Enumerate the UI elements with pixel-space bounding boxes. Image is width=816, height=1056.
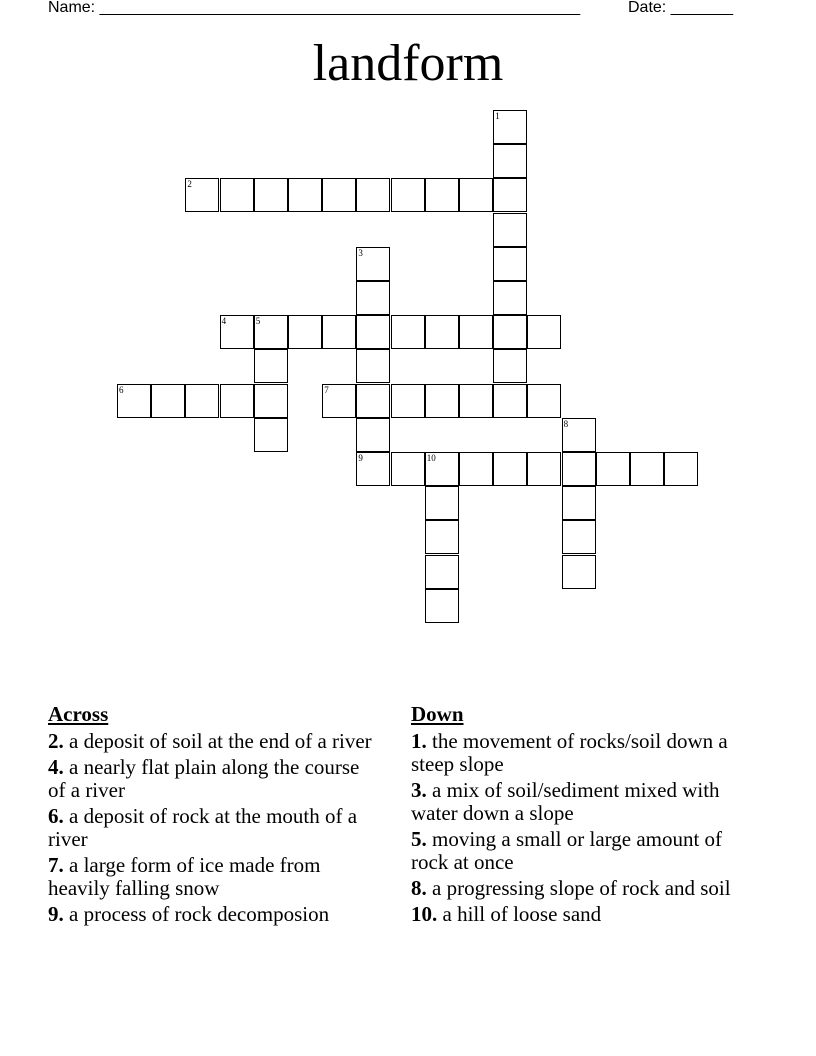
crossword-cell[interactable] — [527, 315, 561, 349]
clue-across-4 — [48, 756, 378, 802]
clue-number: 5. — [411, 827, 427, 851]
crossword-cell[interactable] — [288, 178, 322, 212]
clue-number: 9. — [48, 902, 64, 926]
clue-down-5 — [411, 828, 741, 874]
crossword-cell[interactable] — [459, 452, 493, 486]
crossword-cell[interactable] — [356, 281, 390, 315]
clue-number: 4. — [48, 755, 64, 779]
cell-number: 4 — [221, 316, 227, 327]
clue-number: 10. — [411, 902, 438, 926]
clue-text: a deposit of soil at the end of a river — [63, 729, 372, 753]
crossword-cell[interactable] — [562, 452, 596, 486]
cell-number: 7 — [324, 384, 329, 395]
crossword-cell[interactable] — [356, 418, 390, 452]
clue-text: a deposit of rock at the mouth of a river — [48, 804, 358, 851]
page-title: landform — [312, 35, 504, 92]
clue-across-7 — [48, 854, 378, 900]
crossword-cell[interactable] — [425, 486, 459, 520]
crossword-cell[interactable] — [493, 213, 527, 247]
clue-down-8 — [411, 877, 741, 900]
cell-number: 10 — [426, 453, 436, 463]
clue-text: a progressing slope of rock and soil — [426, 876, 731, 900]
crossword-cell[interactable] — [459, 178, 493, 212]
crossword-cell[interactable] — [562, 418, 596, 452]
crossword-cell[interactable] — [254, 418, 288, 452]
crossword-cell[interactable] — [391, 452, 425, 486]
crossword-cell[interactable] — [117, 384, 151, 418]
crossword-cell[interactable] — [562, 555, 596, 589]
crossword-cell[interactable] — [493, 178, 527, 212]
crossword-cell[interactable] — [185, 384, 219, 418]
crossword-cell[interactable] — [391, 384, 425, 418]
crossword-cell[interactable] — [425, 589, 459, 623]
clue-number: 6. — [48, 804, 64, 828]
crossword-cell[interactable] — [493, 281, 527, 315]
crossword-cell[interactable] — [322, 384, 356, 418]
clue-text: moving a small or large amount of rock at once — [411, 827, 723, 874]
clue-number: 7. — [48, 853, 64, 877]
cell-number: 1 — [495, 111, 500, 121]
crossword-cell[interactable] — [356, 315, 390, 349]
crossword-cell[interactable] — [254, 315, 288, 349]
clue-across-9 — [48, 903, 378, 926]
cell-number: 2 — [187, 179, 192, 190]
crossword-cell[interactable] — [425, 555, 459, 589]
clue-number: 3. — [411, 778, 427, 802]
down-heading: Down — [411, 702, 464, 726]
crossword-cell[interactable] — [425, 384, 459, 418]
crossword-cell[interactable] — [322, 315, 356, 349]
crossword-cell[interactable] — [493, 110, 527, 144]
clue-across-2 — [48, 730, 378, 753]
crossword-cell[interactable] — [425, 315, 459, 349]
cell-number: 3 — [358, 247, 363, 258]
crossword-cell[interactable] — [254, 178, 288, 212]
crossword-cell[interactable] — [425, 520, 459, 554]
crossword-cell[interactable] — [562, 486, 596, 520]
across-clues — [48, 702, 378, 929]
crossword-cell[interactable] — [356, 178, 390, 212]
crossword-cell[interactable] — [254, 349, 288, 383]
clue-number: 2. — [48, 729, 64, 753]
crossword-cell[interactable] — [220, 315, 254, 349]
cell-number: 8 — [563, 418, 569, 429]
name-field[interactable]: Name: ______________________________________________________ — [48, 0, 581, 16]
cell-number: 5 — [255, 316, 261, 327]
cell-number: 6 — [119, 384, 124, 395]
cell-number: 9 — [358, 453, 363, 463]
crossword-cell[interactable] — [527, 384, 561, 418]
clue-text: a mix of soil/sediment mixed with water down a slope — [411, 778, 720, 825]
crossword-cell[interactable] — [220, 384, 254, 418]
crossword-cell[interactable] — [254, 384, 288, 418]
crossword-cell[interactable] — [356, 452, 390, 486]
crossword-cell[interactable] — [356, 349, 390, 383]
date-field[interactable]: Date: _______ — [628, 0, 733, 16]
crossword-cell[interactable] — [493, 247, 527, 281]
crossword-cell[interactable] — [391, 315, 425, 349]
crossword-cell[interactable] — [493, 384, 527, 418]
clue-across-6 — [48, 805, 378, 851]
clue-number: 8. — [411, 876, 427, 900]
clue-text: the movement of rocks/soil down a steep slope — [411, 729, 728, 776]
crossword-cell[interactable] — [493, 349, 527, 383]
crossword-cell[interactable] — [493, 315, 527, 349]
crossword-cell[interactable] — [664, 452, 698, 486]
crossword-cell[interactable] — [220, 178, 254, 212]
clue-text: a nearly flat plain along the course of a river — [48, 755, 360, 802]
crossword-cell[interactable] — [527, 452, 561, 486]
crossword-cell[interactable] — [288, 315, 322, 349]
crossword-cell[interactable] — [562, 520, 596, 554]
down-clues — [411, 702, 741, 929]
crossword-cell[interactable] — [493, 144, 527, 178]
crossword-cell[interactable] — [425, 452, 459, 486]
crossword-cell[interactable] — [356, 384, 390, 418]
clue-down-3 — [411, 779, 741, 825]
crossword-cell[interactable] — [459, 315, 493, 349]
crossword-cell[interactable] — [151, 384, 185, 418]
crossword-cell[interactable] — [596, 452, 630, 486]
clue-text: a hill of loose sand — [437, 902, 602, 926]
crossword-cell[interactable] — [391, 178, 425, 212]
crossword-cell[interactable] — [425, 178, 459, 212]
clue-down-1 — [411, 730, 741, 776]
across-heading: Across — [48, 702, 109, 726]
crossword-cell[interactable] — [322, 178, 356, 212]
crossword-cell[interactable] — [356, 247, 390, 281]
crossword-cell[interactable] — [185, 178, 219, 212]
crossword-cell[interactable] — [459, 384, 493, 418]
clue-number: 1. — [411, 729, 427, 753]
clue-text: a large form of ice made from heavily falling snow — [48, 853, 321, 900]
clue-text: a process of rock decomposion — [63, 902, 330, 926]
clue-down-10 — [411, 903, 741, 926]
crossword-cell[interactable] — [493, 452, 527, 486]
crossword-cell[interactable] — [630, 452, 664, 486]
